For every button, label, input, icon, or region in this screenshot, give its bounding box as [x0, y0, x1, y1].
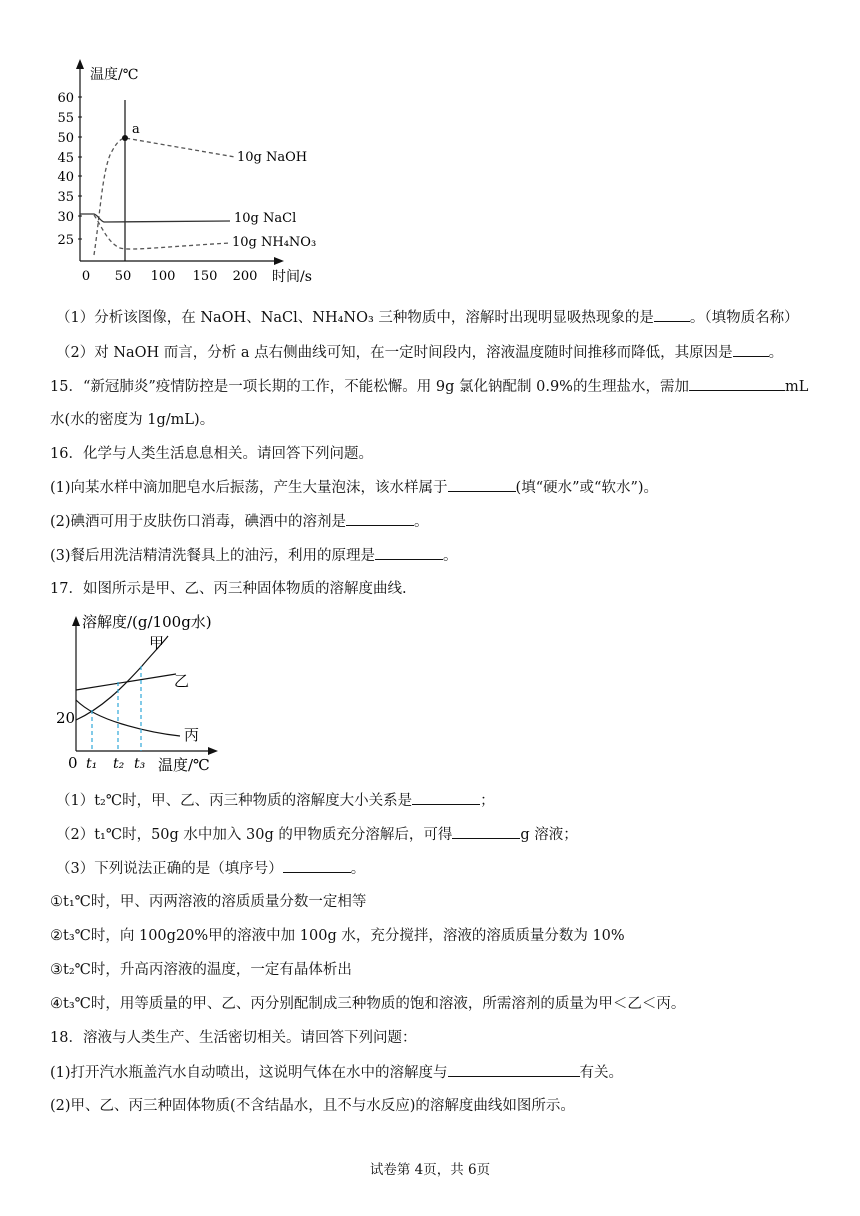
x-tick: 100 — [150, 269, 176, 284]
y-tick: 25 — [57, 233, 74, 248]
y-tick: 55 — [57, 111, 74, 126]
x-tick: 50 — [114, 269, 132, 284]
q15-line1: 15．“新冠肺炎”疫情防控是一项长期的工作，不能松懈。用 9g 氯化钠配制 0.9%的生理盐水，需加 mL — [50, 376, 808, 397]
answer-blank[interactable] — [689, 376, 785, 391]
label-jia: 甲 — [149, 634, 165, 652]
nh4no3-label: 10g NH₄NO₃ — [232, 235, 317, 250]
y-tick: 40 — [57, 170, 74, 185]
y-tick: 50 — [57, 131, 74, 146]
q16-part3: (3)餐后用洗洁精清洗餐具上的油污，利用的原理是 。 — [50, 545, 458, 566]
temperature-time-graph — [50, 55, 340, 290]
answer-blank[interactable] — [412, 790, 480, 805]
q17-option2: ②t₃℃时，向 100g20%甲的溶液中加 100g 水，充分搅拌，溶液的溶质质量分数为 10% — [50, 928, 625, 944]
q18-part2: (2)甲、乙、丙三种固体物质(不含结晶水，且不与水反应)的溶解度曲线如图所示。 — [50, 1098, 575, 1114]
q18-title: 18．溶液与人类生产、生活密切相关。请回答下列问题： — [50, 1030, 417, 1046]
t2-label: t₂ — [113, 756, 125, 772]
x-tick: 0 — [81, 269, 91, 284]
x-axis-label: 时间/s — [272, 269, 312, 285]
answer-blank[interactable] — [448, 477, 516, 492]
answer-blank[interactable] — [654, 307, 690, 322]
q17-title: 17．如图所示是甲、乙、丙三种固体物质的溶解度曲线. — [50, 581, 407, 597]
page-footer: 试卷第 4页，共 6页 — [369, 1162, 491, 1178]
point-a — [122, 135, 128, 141]
nacl-label: 10g NaCl — [234, 211, 297, 226]
answer-blank[interactable] — [733, 342, 769, 357]
q17-part2: （2）t₁℃时，50g 水中加入 30g 的甲物质充分溶解后，可得 g 溶液； — [56, 824, 578, 845]
x-axis-arrow — [208, 747, 218, 755]
t1-label: t₁ — [86, 756, 98, 772]
naoh-label: 10g NaOH — [237, 150, 308, 165]
q16-part2: (2)碘酒可用于皮肤伤口消毒，碘酒中的溶剂是 。 — [50, 511, 429, 532]
point-a-label: a — [132, 122, 140, 137]
naoh-curve — [94, 138, 235, 255]
label-yi: 乙 — [174, 672, 190, 690]
solubility-graph — [52, 608, 242, 783]
q16-part1: (1)向某水样中滴加肥皂水后振荡，产生大量泡沫，该水样属于 (填“硬水”或“软水”)。 — [50, 477, 658, 498]
y-axis-label: 温度/℃ — [90, 67, 139, 83]
answer-blank[interactable] — [375, 545, 443, 560]
origin-label: 0 — [68, 754, 78, 772]
q17-option4: ④t₃℃时，用等质量的甲、乙、丙分别配制成三种物质的饱和溶液，所需溶剂的质量为甲＜乙＜丙。 — [50, 996, 686, 1012]
answer-blank[interactable] — [448, 1062, 580, 1077]
nh4no3-curve — [94, 215, 230, 249]
t3-label: t₃ — [134, 756, 146, 772]
answer-blank[interactable] — [452, 824, 520, 839]
answer-blank[interactable] — [346, 511, 414, 526]
q17-part1: （1）t₂℃时，甲、乙、丙三种物质的溶解度大小关系是 ； — [56, 790, 495, 811]
q16-title: 16．化学与人类生活息息相关。请回答下列问题。 — [50, 446, 373, 462]
label-bing: 丙 — [184, 726, 200, 744]
x-axis-label: 温度/℃ — [158, 756, 210, 774]
curve-yi — [76, 674, 176, 690]
y-axis-label: 溶解度/(g/100g水) — [82, 613, 212, 631]
y-tick: 45 — [57, 151, 74, 166]
q15-line2: 水(水的密度为 1g/mL)。 — [50, 412, 215, 428]
q17-part3: （3）下列说法正确的是（填序号） 。 — [56, 858, 365, 879]
y-ticks — [57, 91, 74, 248]
q18-part1: (1)打开汽水瓶盖汽水自动喷出，这说明气体在水中的溶解度与 有关。 — [50, 1062, 623, 1083]
q14-part1: （1）分析该图像，在 NaOH、NaCl、NH₄NO₃ 三种物质中，溶解时出现明显吸热现象的是 。（填物质名称） — [56, 307, 799, 328]
y-value-20: 20 — [56, 709, 76, 727]
answer-blank[interactable] — [283, 858, 351, 873]
y-tick: 60 — [57, 91, 74, 106]
t-guidelines — [92, 666, 141, 751]
x-ticks — [82, 269, 258, 284]
q14-part2: （2）对 NaOH 而言，分析 a 点右侧曲线可知，在一定时间段内，溶液温度随时间推移而降低，其原因是 。 — [56, 342, 783, 363]
x-axis-arrow — [274, 257, 284, 265]
y-axis-arrow — [76, 59, 84, 69]
q17-option1: ①t₁℃时，甲、丙两溶液的溶质质量分数一定相等 — [50, 894, 367, 910]
x-tick: 200 — [232, 269, 258, 284]
y-axis-arrow — [72, 616, 80, 626]
nacl-curve — [80, 214, 230, 222]
q17-option3: ③t₂℃时，升高丙溶液的温度，一定有晶体析出 — [50, 962, 352, 978]
y-tick: 30 — [57, 210, 74, 225]
y-tick: 35 — [57, 190, 74, 205]
x-tick: 150 — [192, 269, 218, 284]
